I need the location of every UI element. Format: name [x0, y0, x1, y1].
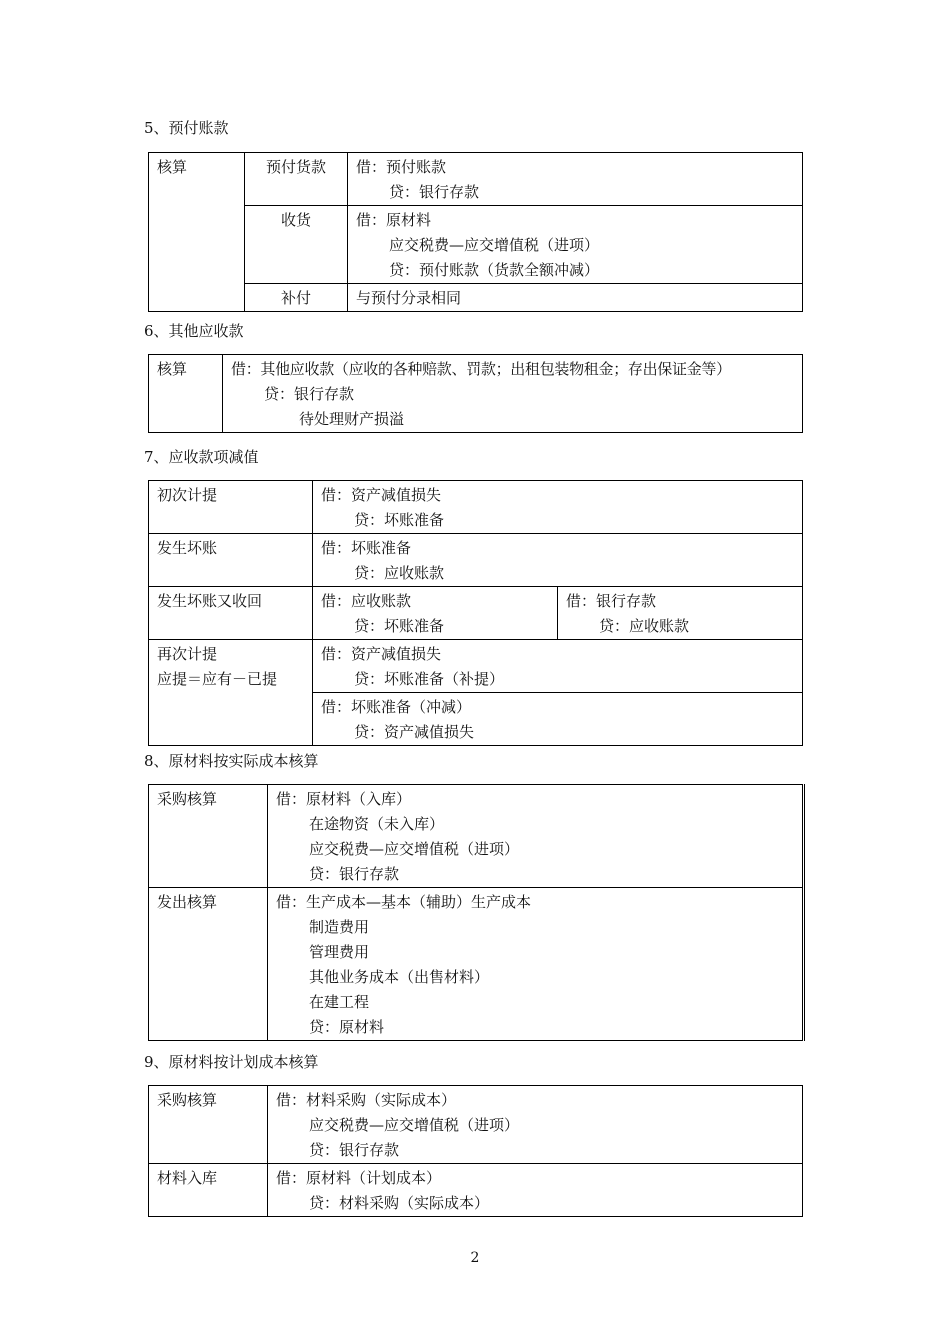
cell-initial-provision: 初次计提 — [149, 481, 313, 534]
entry-bad-debt: 借：坏账准备 贷：应收账款 — [313, 534, 803, 587]
table-receivable-impairment — [148, 480, 803, 746]
row-label-accounting: 核算 — [149, 355, 223, 433]
cell-purchase-accounting: 采购核算 — [149, 785, 268, 888]
table-other-receivables — [148, 354, 803, 433]
cell-issue-accounting: 发出核算 — [149, 888, 268, 1041]
entry-issue-accounting: 借：生产成本—基本（辅助）生产成本 制造费用 管理费用 其他业务成本（出售材料） 在建工程 贷：原材料 — [268, 888, 804, 1041]
section-9-title: 9、原材料按计划成本核算 — [144, 1053, 319, 1071]
entry-purchase-accounting: 借：材料采购（实际成本） 应交税费—应交增值税（进项） 贷：银行存款 — [268, 1086, 803, 1164]
entry-initial-provision: 借：资产减值损失 贷：坏账准备 — [313, 481, 803, 534]
section-7-title: 7、应收款项减值 — [144, 448, 259, 466]
entry-purchase-accounting: 借：原材料（入库） 在途物资（未入库） 应交税费—应交增值税（进项） 贷：银行存款 — [268, 785, 804, 888]
entry-prepaid-goods: 借：预付账款 贷：银行存款 — [348, 153, 803, 206]
entry-other-receivables: 借：其他应收款（应收的各种赔款、罚款；出租包装物租金；存出保证金等） 贷：银行存款 待处理财产损溢 — [223, 355, 803, 433]
entry-re-provision-add: 借：资产减值损失 贷：坏账准备（补提） — [313, 640, 803, 693]
entry-recovered-a: 借：应收账款 贷：坏账准备 — [313, 587, 558, 640]
section-5-title: 5、预付账款 — [144, 119, 229, 137]
entry-receive-goods: 借：原材料 应交税费—应交增值税（进项） 贷：预付账款（货款全额冲减） — [348, 206, 803, 284]
entry-material-inbound: 借：原材料（计划成本） 贷：材料采购（实际成本） — [268, 1164, 803, 1217]
cell-bad-debt-recovered: 发生坏账又收回 — [149, 587, 313, 640]
cell-material-inbound: 材料入库 — [149, 1164, 268, 1217]
table-actual-cost — [148, 784, 805, 1041]
table-planned-cost — [148, 1085, 803, 1217]
cell-bad-debt: 发生坏账 — [149, 534, 313, 587]
cell-receive-goods: 收货 — [245, 206, 348, 284]
cell-re-provision: 再次计提 应提＝应有－已提 — [149, 640, 313, 746]
section-8-title: 8、原材料按实际成本核算 — [144, 752, 319, 770]
entry-supplement-pay: 与预付分录相同 — [348, 284, 803, 312]
cell-prepaid-goods: 预付货款 — [245, 153, 348, 206]
cell-purchase-accounting: 采购核算 — [149, 1086, 268, 1164]
page-number: 2 — [470, 1250, 480, 1266]
section-6-title: 6、其他应收款 — [144, 322, 244, 340]
cell-supplement-pay: 补付 — [245, 284, 348, 312]
entry-re-provision-reverse: 借：坏账准备（冲减） 贷：资产减值损失 — [313, 693, 803, 746]
table-prepaid — [148, 152, 803, 312]
row-label-accounting: 核算 — [149, 153, 245, 312]
entry-recovered-b: 借：银行存款 贷：应收账款 — [558, 587, 803, 640]
